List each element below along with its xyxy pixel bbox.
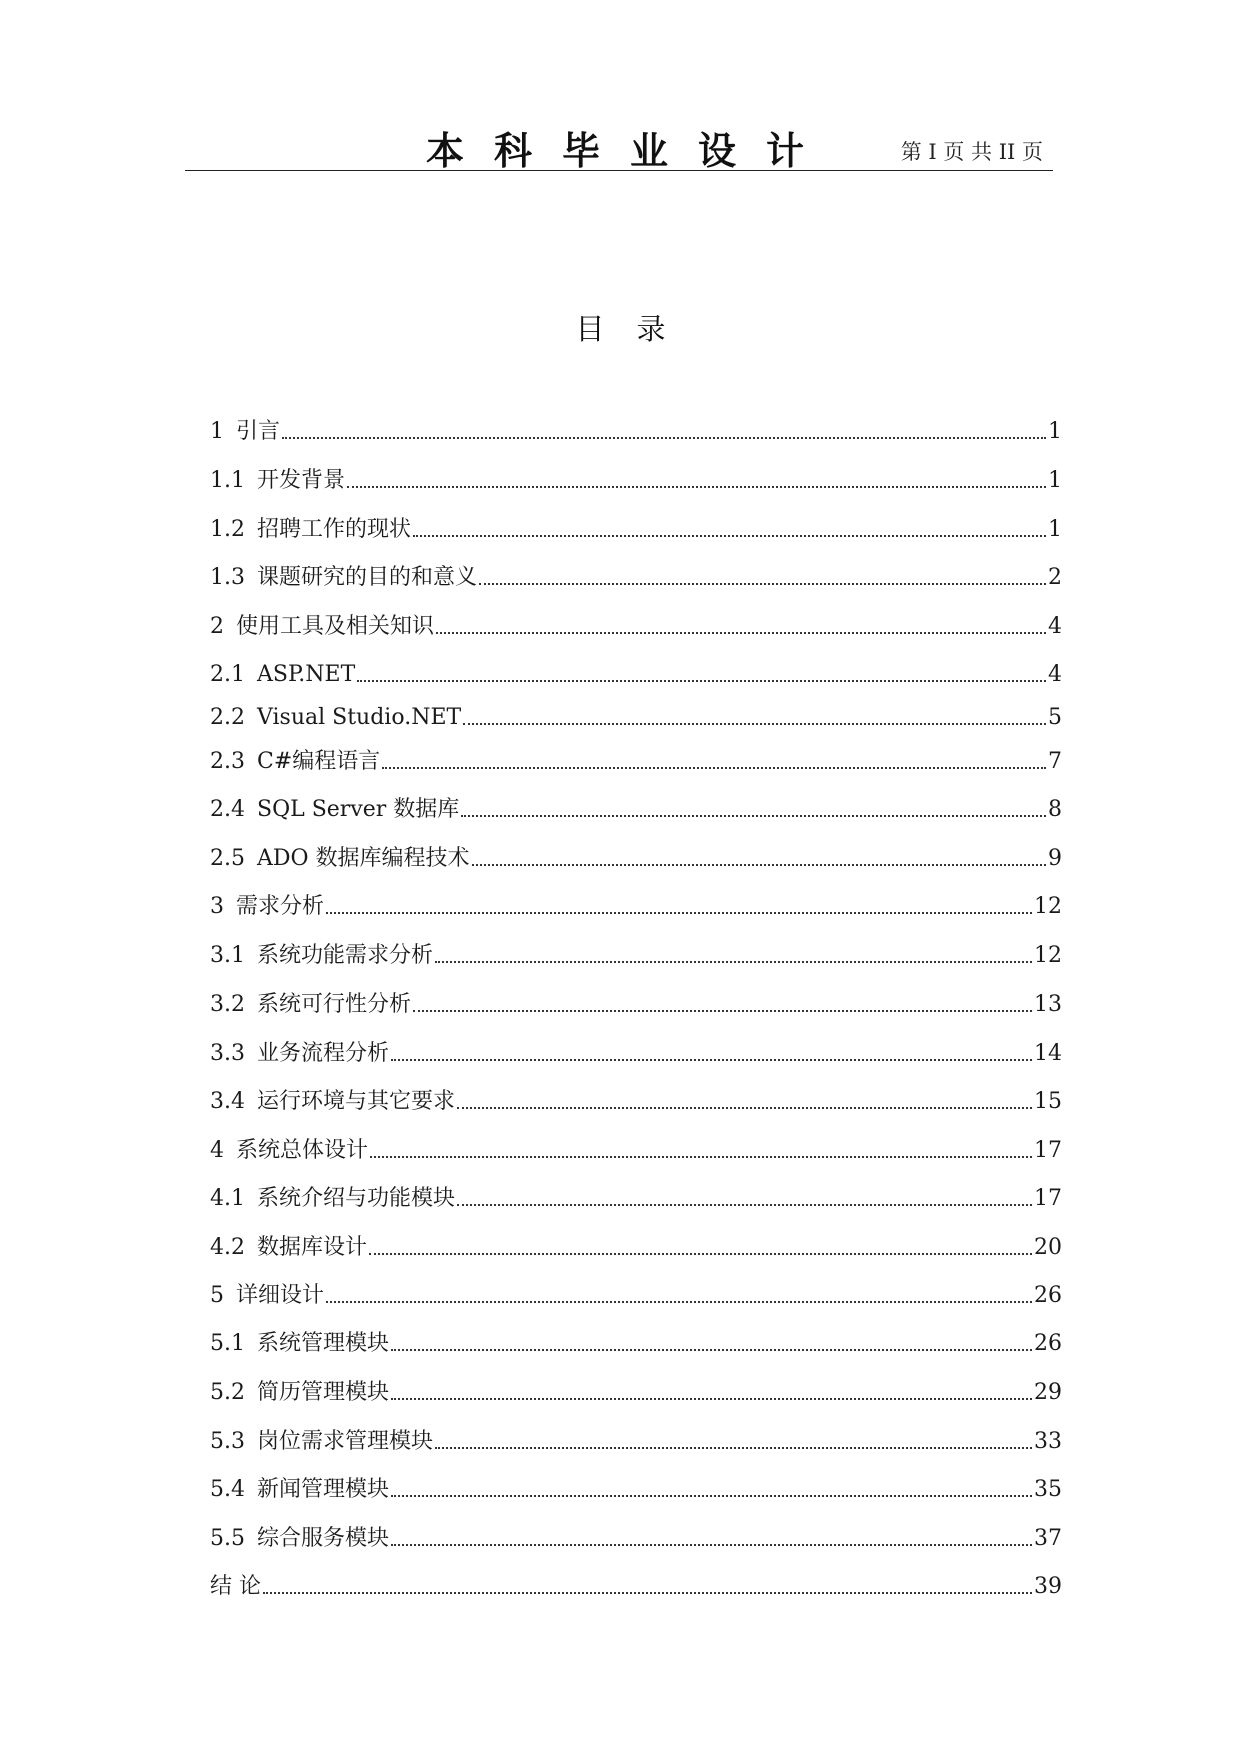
toc-entry[interactable] (210, 1281, 1062, 1311)
toc-entry-number: 2.1 (210, 662, 245, 687)
toc-dot-leader (435, 1446, 1032, 1449)
toc-entry-number: 4.1 (210, 1186, 245, 1211)
toc-entry-page: 2 (1048, 565, 1062, 590)
toc-entry[interactable] (210, 612, 1062, 642)
toc-entry-page: 20 (1034, 1235, 1062, 1260)
toc-dot-leader (461, 814, 1046, 817)
toc-entry-number: 4.2 (210, 1235, 245, 1260)
toc-entry-number: 5.5 (210, 1526, 245, 1551)
toc-entry-page: 29 (1034, 1380, 1062, 1405)
toc-entry[interactable] (210, 747, 1062, 777)
toc-entry-number: 1 (210, 419, 224, 444)
toc-entry-page: 33 (1034, 1429, 1062, 1454)
toc-entry[interactable] (210, 563, 1062, 593)
toc-entry-page: 37 (1034, 1526, 1062, 1551)
toc-entry-number: 3.3 (210, 1041, 245, 1066)
toc-entry-title: Visual Studio.NET (257, 705, 462, 730)
toc-entry-title: 系统管理模块 (257, 1331, 390, 1356)
toc-entry-title: 新闻管理模块 (257, 1477, 390, 1502)
toc-dot-leader (436, 631, 1046, 634)
toc-entry-title: 课题研究的目的和意义 (257, 565, 478, 590)
toc-dot-leader (472, 863, 1046, 866)
toc-entry[interactable] (210, 1329, 1062, 1359)
toc-entry-page: 12 (1034, 943, 1062, 968)
toc-entry-title: 系统功能需求分析 (257, 943, 434, 968)
toc-entry[interactable] (210, 892, 1062, 922)
toc-dot-leader (391, 1397, 1032, 1400)
toc-entry-page: 9 (1048, 846, 1062, 871)
toc-entry-number: 5.3 (210, 1429, 245, 1454)
toc-dot-leader (282, 436, 1046, 439)
toc-entry-title: 需求分析 (236, 894, 325, 919)
toc-entry-title: 系统介绍与功能模块 (257, 1186, 456, 1211)
toc-entry[interactable] (210, 1039, 1062, 1069)
toc-dot-leader (326, 1300, 1032, 1303)
toc-entry-title: ASP.NET (257, 662, 356, 687)
toc-entry-number: 3.2 (210, 992, 245, 1017)
toc-entry[interactable] (210, 1136, 1062, 1166)
toc-entry-number: 5.4 (210, 1477, 245, 1502)
toc-dot-leader (382, 766, 1046, 769)
toc-dot-leader (391, 1348, 1032, 1351)
toc-dot-leader (413, 1009, 1032, 1012)
header-title: 本科毕业设计 (426, 129, 835, 173)
toc-entry-page: 5 (1048, 705, 1062, 730)
toc-entry[interactable] (210, 660, 1062, 690)
header-page-info: 第 I 页 共 II 页 (900, 140, 1043, 164)
toc-entry-title: 详细设计 (236, 1283, 325, 1308)
toc-entry-number: 5.1 (210, 1331, 245, 1356)
toc-entry-title: 简历管理模块 (257, 1380, 390, 1405)
toc-entry-page: 39 (1034, 1574, 1062, 1599)
toc-entry-page: 13 (1034, 992, 1062, 1017)
toc-entry-page: 1 (1048, 468, 1062, 493)
toc-entry[interactable] (210, 1184, 1062, 1214)
toc-entry-number: 2.3 (210, 749, 245, 774)
toc-dot-leader (370, 1155, 1032, 1158)
toc-entry-page: 8 (1048, 797, 1062, 822)
toc-entry-number: 1.3 (210, 565, 245, 590)
toc-dot-leader (391, 1058, 1032, 1061)
toc-entry-number: 1.2 (210, 517, 245, 542)
toc-entry[interactable] (210, 417, 1062, 447)
toc-entry[interactable] (210, 1087, 1062, 1117)
toc-entry-page: 17 (1034, 1186, 1062, 1211)
toc-entry-title: 系统可行性分析 (257, 992, 412, 1017)
toc-entry[interactable] (210, 1572, 1062, 1602)
toc-entry[interactable] (210, 1475, 1062, 1505)
toc-entry-page: 1 (1048, 517, 1062, 542)
toc-entry-page: 12 (1034, 894, 1062, 919)
toc-entry-title: 岗位需求管理模块 (257, 1429, 434, 1454)
toc-entry-page: 4 (1048, 662, 1062, 687)
toc-entry-title: ADO 数据库编程技术 (257, 846, 470, 871)
toc-entry-page: 17 (1034, 1138, 1062, 1163)
toc-dot-leader (263, 1591, 1032, 1594)
toc-entry-number: 2.4 (210, 797, 245, 822)
toc-entry-title: SQL Server 数据库 (257, 797, 460, 822)
toc-dot-leader (479, 582, 1046, 585)
toc-entry[interactable] (210, 795, 1062, 825)
toc-entry-page: 4 (1048, 614, 1062, 639)
toc-entry-title: 引言 (236, 419, 281, 444)
toc-entry-title: 结 论 (210, 1574, 261, 1599)
toc-entry-number: 3.4 (210, 1089, 245, 1114)
toc-entry-page: 35 (1034, 1477, 1062, 1502)
toc-entry-title: 招聘工作的现状 (257, 517, 412, 542)
toc-entry-title: C#编程语言 (257, 749, 381, 774)
toc-entry[interactable] (210, 1524, 1062, 1554)
toc-heading: 目录 (575, 312, 698, 346)
toc-entry-page: 7 (1048, 749, 1062, 774)
toc-dot-leader (463, 722, 1046, 725)
toc-entry-title: 使用工具及相关知识 (236, 614, 435, 639)
toc-dot-leader (435, 960, 1032, 963)
toc-dot-leader (326, 911, 1032, 914)
toc-entry[interactable] (210, 844, 1062, 874)
toc-entry-page: 1 (1048, 419, 1062, 444)
toc-entry-number: 5.2 (210, 1380, 245, 1405)
toc-entry-page: 14 (1034, 1041, 1062, 1066)
toc-dot-leader (457, 1203, 1032, 1206)
toc-entry-title: 业务流程分析 (257, 1041, 390, 1066)
toc-dot-leader (391, 1543, 1032, 1546)
toc-dot-leader (391, 1494, 1032, 1497)
toc-entry[interactable] (210, 1378, 1062, 1408)
toc-entry-title: 运行环境与其它要求 (257, 1089, 456, 1114)
toc-entry[interactable] (210, 1427, 1062, 1457)
toc-entry[interactable] (210, 515, 1062, 545)
toc-entry[interactable] (210, 1233, 1062, 1263)
toc-entry[interactable] (210, 941, 1062, 971)
toc-entry[interactable] (210, 990, 1062, 1020)
toc-dot-leader (357, 679, 1046, 682)
toc-entry-number: 2.2 (210, 705, 245, 730)
toc-entry-title: 开发背景 (257, 468, 346, 493)
toc-dot-leader (413, 534, 1046, 537)
toc-entry-title: 系统总体设计 (236, 1138, 369, 1163)
toc-entry-number: 2.5 (210, 846, 245, 871)
toc-dot-leader (369, 1252, 1032, 1255)
toc-dot-leader (347, 485, 1046, 488)
toc-entry[interactable] (210, 466, 1062, 496)
toc-dot-leader (457, 1106, 1032, 1109)
toc-entry-number: 3 (210, 894, 224, 919)
toc-entry-title: 综合服务模块 (257, 1526, 390, 1551)
toc-entry-number: 5 (210, 1283, 224, 1308)
toc-entry-page: 26 (1034, 1331, 1062, 1356)
table-of-contents (210, 0, 1062, 1754)
toc-entry-page: 26 (1034, 1283, 1062, 1308)
toc-entry-number: 3.1 (210, 943, 245, 968)
toc-entry-title: 数据库设计 (257, 1235, 368, 1260)
toc-entry-number: 2 (210, 614, 224, 639)
toc-entry[interactable] (210, 703, 1062, 733)
toc-entry-page: 15 (1034, 1089, 1062, 1114)
toc-entry-number: 4 (210, 1138, 224, 1163)
toc-entry-number: 1.1 (210, 468, 245, 493)
